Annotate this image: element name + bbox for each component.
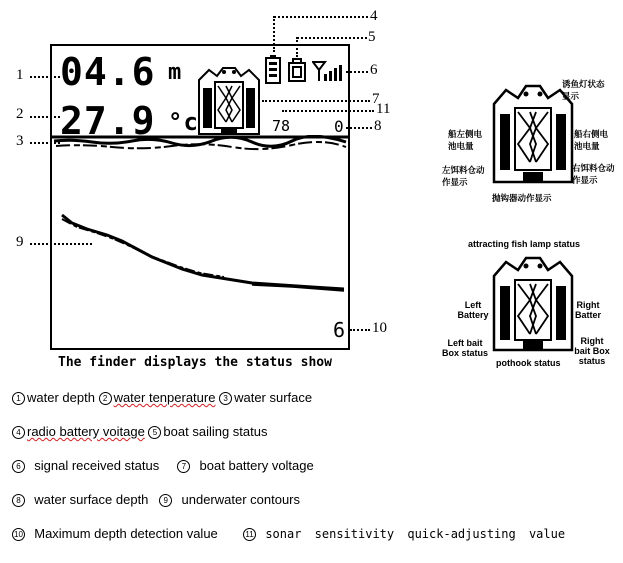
en-right-battery-label: Right Batter — [574, 300, 601, 320]
underwater-contour — [52, 205, 348, 305]
en-left-battery-label: Left Battery — [457, 300, 489, 320]
legend-line-5: 10 Maximum depth detection value 11 sonar sensitivity quick-adjusting value — [12, 526, 565, 541]
callout-5: 5 — [368, 29, 376, 45]
legend-line-1: 1 water depth 2 water tenperature 3 water surface — [12, 390, 312, 405]
surface-depth-value: 0 — [334, 117, 344, 136]
callout-9: 9 — [16, 234, 24, 250]
boat-diagram-en — [490, 256, 576, 352]
water-surface-band — [52, 135, 348, 151]
en-left-bait-label: Left bait Box status — [442, 338, 489, 358]
radio-battery-icon — [265, 54, 281, 84]
callout-10: 10 — [372, 320, 387, 336]
sensitivity-value: 6 — [333, 318, 346, 342]
cn-left-bait-label: 左饵料仓动作显示 — [442, 166, 485, 188]
signal-strength-icon — [312, 60, 348, 82]
en-lamp-label: attracting fish lamp status — [468, 239, 581, 249]
callout-8: 8 — [374, 118, 382, 134]
callout-11: 11 — [376, 101, 391, 117]
callout-2: 2 — [16, 106, 24, 122]
depth-value: 04.6 — [60, 50, 156, 94]
cn-right-bait-label: 右饵料仓动作显示 — [572, 164, 615, 186]
callout-7: 7 — [372, 91, 380, 107]
callout-6: 6 — [370, 62, 378, 78]
cn-right-battery-label: 船右侧电池电量 — [574, 130, 609, 152]
cn-lamp-label: 诱鱼灯状态显示 — [562, 80, 605, 102]
depth-unit: m — [168, 60, 183, 85]
legend-line-3: 6 signal received status 7 boat battery voltage — [12, 458, 314, 473]
temperature-value: 27.9 — [60, 99, 156, 143]
boat-battery-voltage-value: 78 — [272, 117, 291, 135]
callout-3: 3 — [16, 133, 24, 149]
en-right-bait-label: Right bait Box status — [574, 336, 610, 366]
callout-1: 1 — [16, 67, 24, 83]
screen-caption: The finder displays the status show — [58, 355, 332, 370]
cn-left-battery-label: 船左侧电池电量 — [448, 130, 483, 152]
callout-4: 4 — [370, 8, 378, 24]
cn-hook-label: 抛钩器动作显示 — [492, 194, 552, 204]
boat-status-icon — [197, 66, 261, 136]
en-hook-label: pothook status — [496, 358, 561, 368]
temperature-unit: °c — [168, 108, 199, 136]
legend-line-2: 4 radio battery voitage 5 boat sailing status — [12, 424, 268, 439]
boat-sailing-icon — [288, 58, 306, 82]
legend-line-4: 8 water surface depth 9 underwater contours — [12, 492, 300, 507]
